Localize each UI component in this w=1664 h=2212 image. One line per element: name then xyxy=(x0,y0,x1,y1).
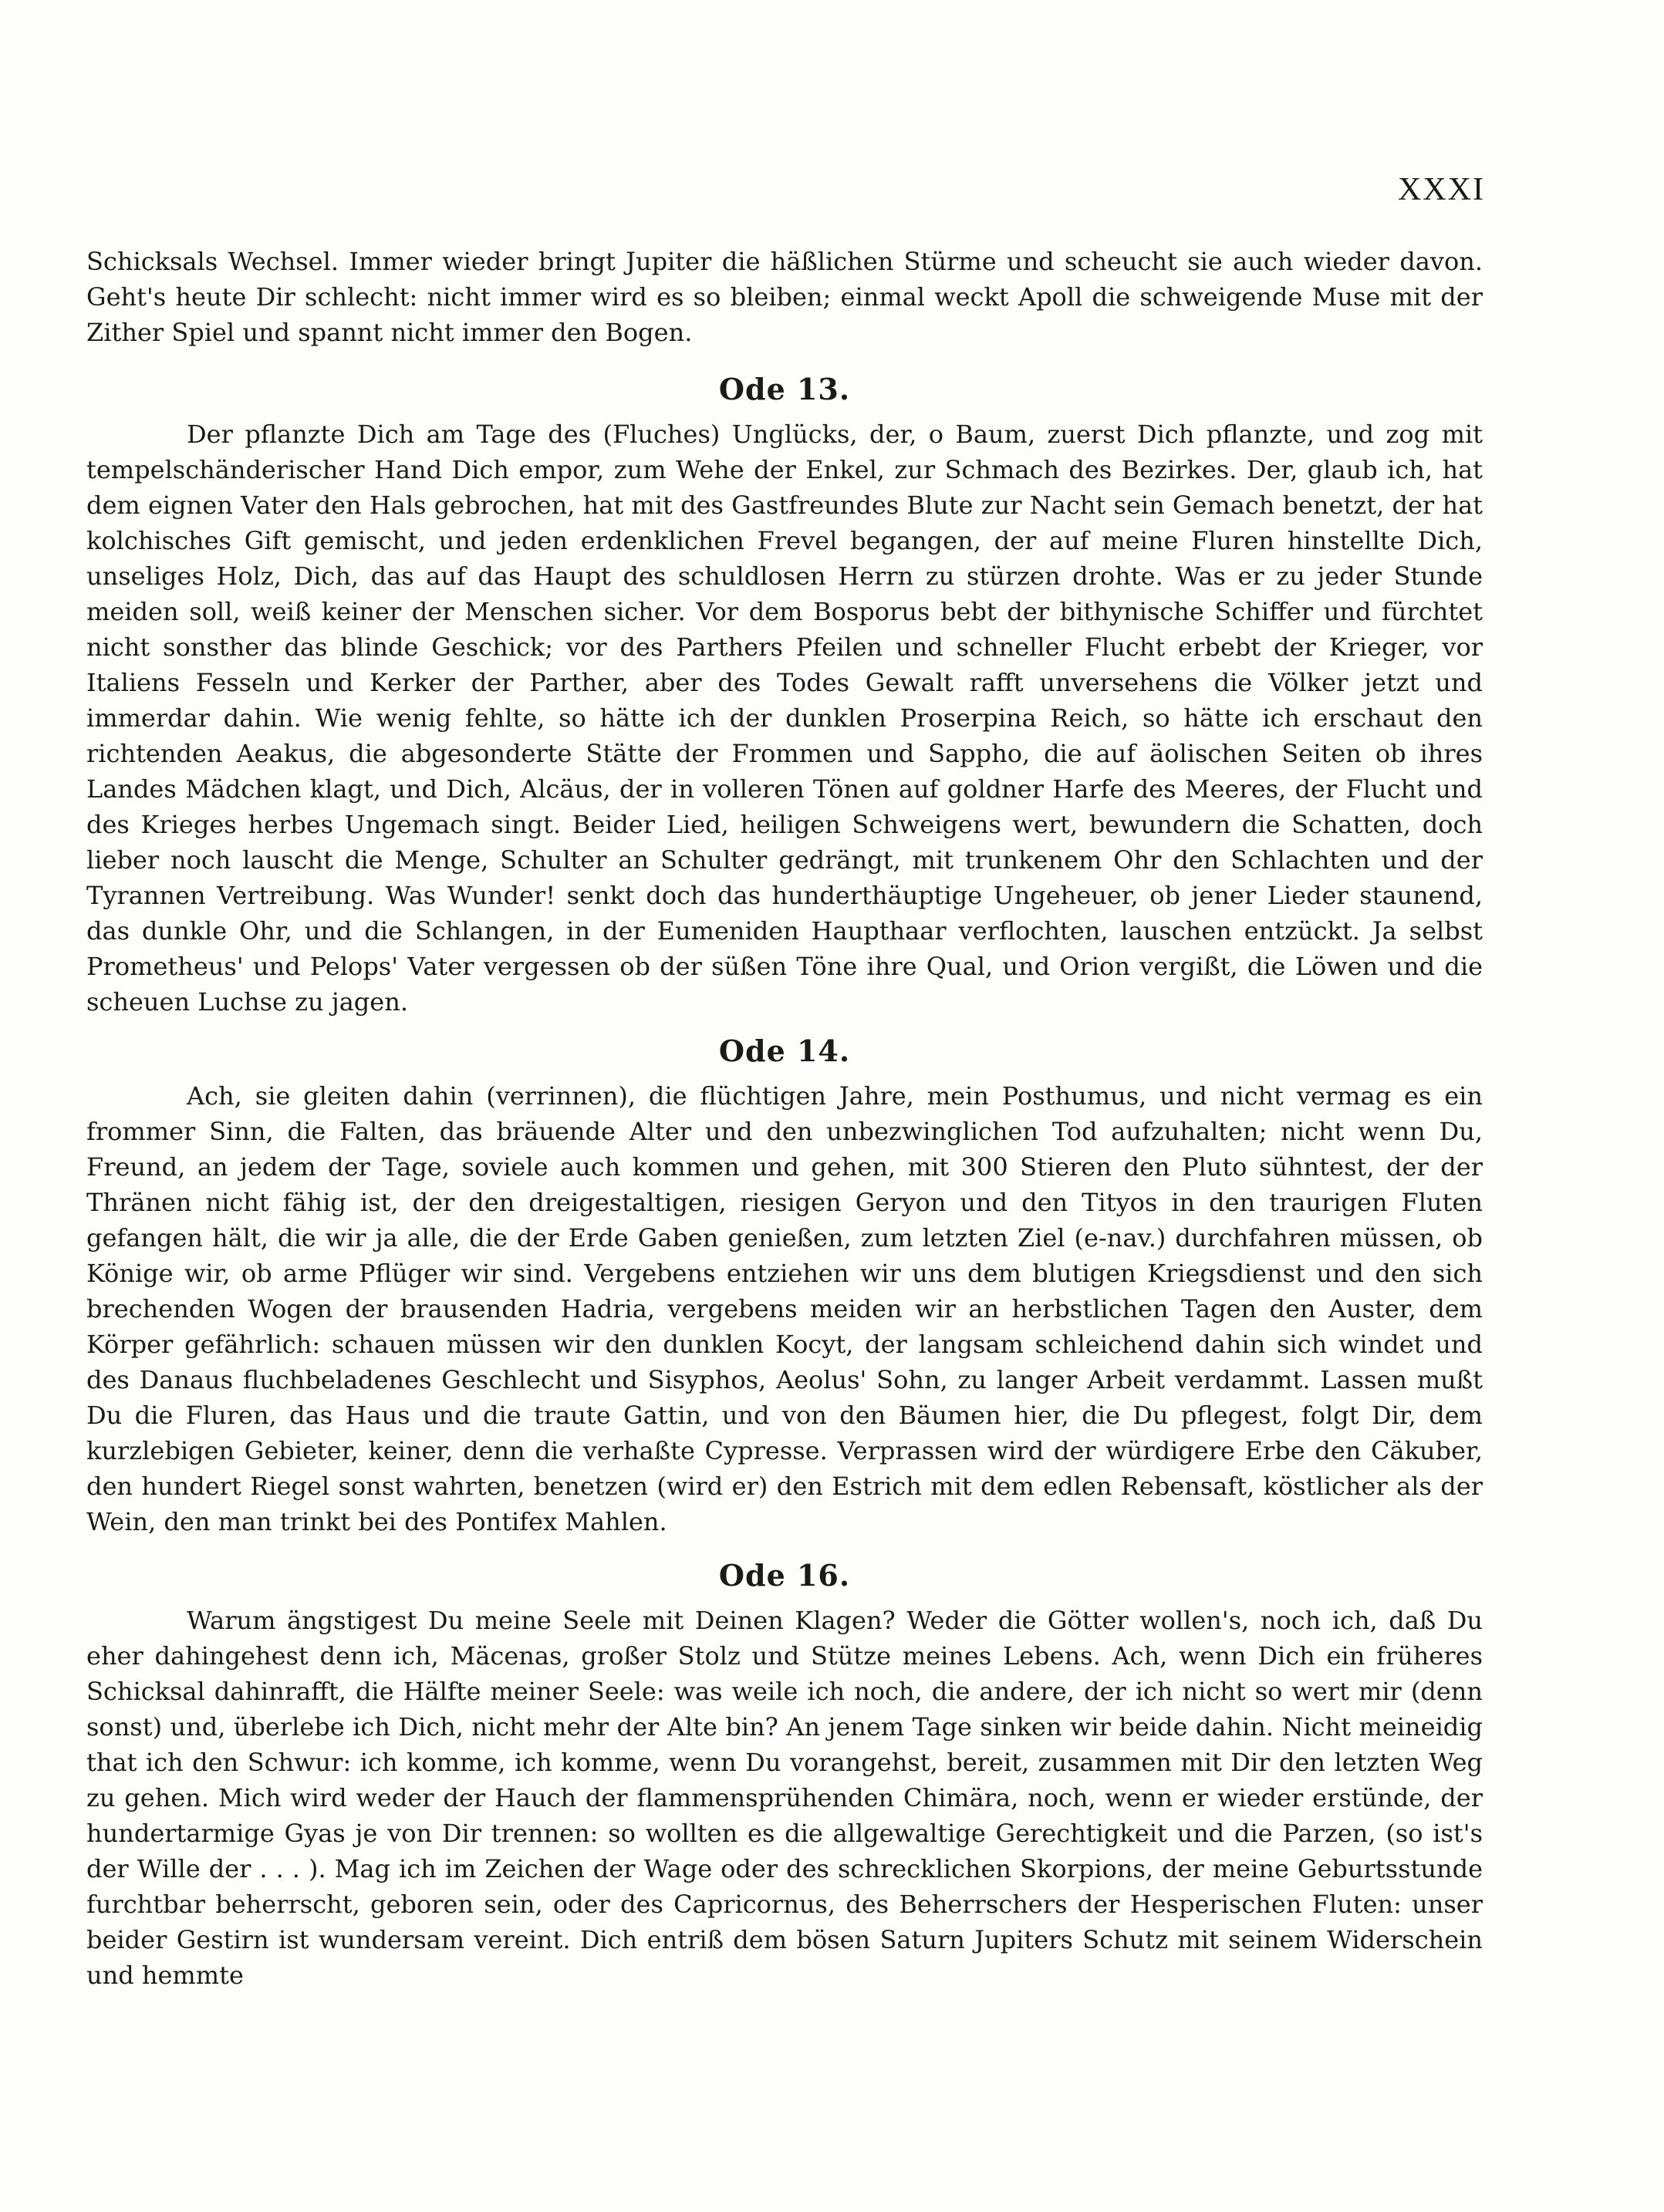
ode-16-text: Warum ängstigest Du meine Seele mit Deinen Klagen? Weder die Götter wollen's, noch ich, daß Du eher dahingehest denn ich, Mäcenas, großer Stolz und Stütze meines Lebens. Ach, wenn Dich ein früheres Schicksal dahinrafft, die Hälfte meiner Seele: was weile ich noch, die andere, der ich nicht so wert mir (denn sonst) und, überlebe ich Dich, nicht mehr der Alte bin? An jenem Tage sinken wir beide dahin. Nicht meineidig that ich den Schwur: ich komme, ich komme, wenn Du vorangehst, bereit, zusammen mit Dir den letzten Weg zu gehen. Mich wird weder der Hauch der flammensprühenden Chimära, noch, wenn er wieder erstünde, der hundertarmige Gyas je von Dir trennen: so wollten es die allgewaltige Gerechtigkeit und die Parzen, (so ist's der Wille der . . . ). Mag ich im Zeichen der Wage oder des schrecklichen Skorpions, der meine Geburtsstunde furchtbar beherrscht, geboren sein, oder des Capricornus, des Beherrschers der Hesperischen Fluten: unser beider Gestirn ist wundersam vereint. Dich entriß dem bösen Saturn Jupiters Schutz mit seinem Widerschein und hemmte xyxy=(86,1606,1483,1990)
ode-16-heading: Ode 16. xyxy=(718,1558,851,1593)
ode-14-text: Ach, sie gleiten dahin (verrinnen), die flüchtigen Jahre, mein Posthumus, und nicht vermag es ein frommer Sinn, die Falten, das bräuende Alter und den unbezwinglichen Tod aufzuhalten; nicht wenn Du, Freund, an jedem der Tage, soviele auch kommen und gehen, mit 300 Stieren den Pluto sühntest, der der Thränen nicht fähig ist, der den dreigestaltigen, riesigen Geryon und den Tityos in den traurigen Fluten gefangen hält, die wir ja alle, die der Erde Gaben genießen, zum letzten Ziel (e-nav.) durchfahren müssen, ob Könige wir, ob arme Pflüger wir sind. Vergebens entziehen wir uns dem blutigen Kriegsdienst und den sich brechenden Wogen der brausenden Hadria, vergebens meiden wir an herbstlichen Tagen den Auster, dem Körper gefährlich: schauen müssen wir den dunklen Kocyt, der langsam schleichend dahin sich windet und des Danaus fluchbeladenes Geschlecht und Sisyphos, Aeolus' Sohn, zu langer Arbeit verdammt. Lassen mußt Du die Fluren, das Haus und die traute Gattin, und von den Bäumen hier, die Du pflegest, folgt Dir, dem kurzlebigen Gebieter, keiner, denn die verhaßte Cypresse. Verprassen wird der würdigere Erbe den Cäkuber, den hundert Riegel sonst wahrten, benetzen (wird er) den Estrich mit dem edlen Rebensaft, köstlicher als der Wein, den man trinkt bei des Pontifex Mahlen. xyxy=(86,1081,1483,1536)
ode-13-text: Der pflanzte Dich am Tage des (Fluches) Unglücks, der, o Baum, zuerst Dich pflanzte, und zog mit tempelschänderischer Hand Dich empor, zum Wehe der Enkel, zur Schmach des Bezirkes. Der, glaub ich, hat dem eignen Vater den Hals gebrochen, hat mit des Gastfreundes Blute zur Nacht sein Gemach benetzt, der hat kolchisches Gift gemischt, und jeden erdenklichen Frevel begangen, der auf meine Fluren hinstellte Dich, unseliges Holz, Dich, das auf das Haupt des schuldlosen Herrn zu stürzen drohte. Was er zu jeder Stunde meiden soll, weiß keiner der Menschen sicher. Vor dem Bosporus bebt der bithynische Schiffer und fürchtet nicht sonsther das blinde Geschick; vor des Parthers Pfeilen und schneller Flucht erbebt der Krieger, vor Italiens Fesseln und Kerker der Parther, aber des Todes Gewalt rafft unversehens die Völker jetzt und immerdar dahin. Wie wenig fehlte, so hätte ich der dunklen Proserpina Reich, so hätte ich erschaut den richtenden Aeakus, die abgesonderte Stätte der Frommen und Sappho, die auf äolischen Seiten ob ihres Landes Mädchen klagt, und Dich, Alcäus, der in volleren Tönen auf goldner Harfe des Meeres, der Flucht und des Krieges herbes Ungemach singt. Beider Lied, heiligen Schweigens wert, bewundern die Schatten, doch lieber noch lauscht die Menge, Schulter an Schulter gedrängt, mit trunkenem Ohr den Schlachten und der Tyrannen Vertreibung. Was Wunder! senkt doch das hunderthäuptige Ungeheuer, ob jener Lieder staunend, das dunkle Ohr, und die Schlangen, in der Eumeniden Haupthaar verflochten, lauschen entzückt. Ja selbst Prometheus' und Pelops' Vater vergessen ob der süßen Töne ihre Qual, und Orion vergißt, die Löwen und die scheuen Luchse zu jagen. xyxy=(86,420,1483,1017)
intro-paragraph: Schicksals Wechsel. Immer wieder bringt Jupiter die häßlichen Stürme und scheucht sie auch wieder davon. Geht's heute Dir schlecht: nicht immer wird es so bleiben; einmal weckt Apoll die schweigende Muse mit der Zither Spiel und spannt nicht immer den Bogen. xyxy=(86,247,1483,347)
ode-13-body xyxy=(86,416,1483,1020)
ode-14-body xyxy=(86,1078,1483,1539)
ode-16-section xyxy=(86,1558,1483,1593)
page-content xyxy=(86,170,1483,2190)
ode-14-heading: Ode 14. xyxy=(718,1034,851,1068)
ode-13-heading: Ode 13. xyxy=(718,372,851,406)
ode-13-section xyxy=(86,372,1483,406)
intro-block xyxy=(86,244,1483,350)
page-number: XXXI xyxy=(1398,172,1485,207)
ode-16-body xyxy=(86,1603,1483,1993)
ode-14-section xyxy=(86,1034,1483,1068)
